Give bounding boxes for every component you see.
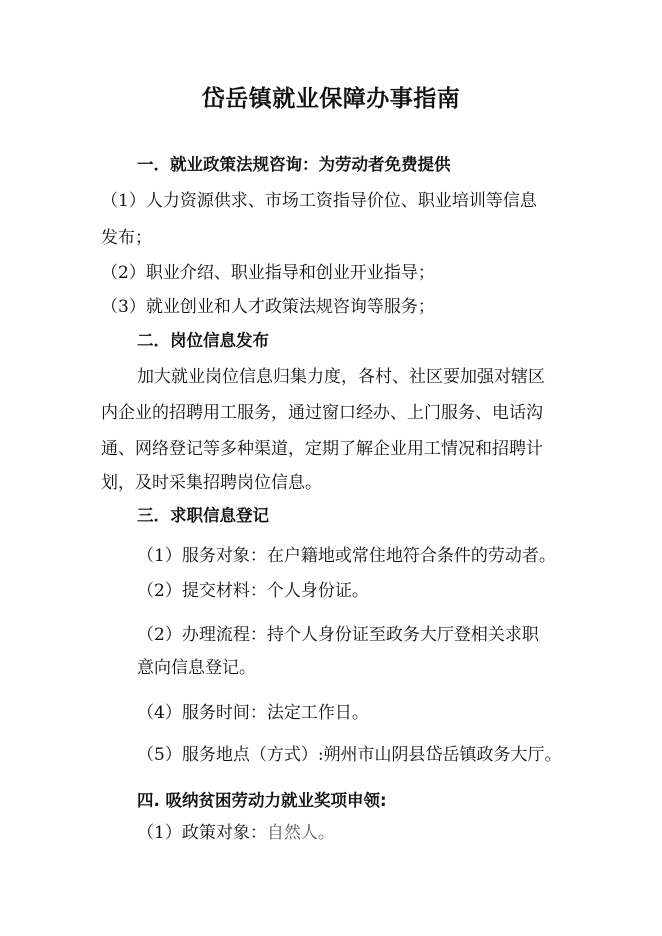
section-1-item-1-line-1: （1）人力资源供求、市场工资指导价位、职业培训等信息 xyxy=(101,191,537,211)
section-3-item-2: （2）提交材料：个人身份证。 xyxy=(137,581,369,601)
page-title: 岱岳镇就业保障办事指南 xyxy=(201,86,461,112)
section-1-item-2: （2）职业介绍、职业指导和创业开业指导； xyxy=(101,263,435,283)
section-1-item-3: （3）就业创业和人才政策法规咨询等服务； xyxy=(101,297,435,317)
section-2-paragraph-line-1: 加大就业岗位信息归集力度，各村、社区要加强对辖区 xyxy=(137,367,545,387)
section-2-paragraph-line-2: 内企业的招聘用工服务，通过窗口经办、上门服务、电话沟 xyxy=(101,403,543,423)
section-1-heading: 一．就业政策法规咨询：为劳动者免费提供 xyxy=(137,155,451,174)
section-4-item-1 xyxy=(137,821,335,845)
section-3-item-4: （4）服务时间：法定工作日。 xyxy=(137,703,369,723)
section-4-item-1-label: （1）政策对象： xyxy=(137,823,267,843)
section-3-item-5: （5）服务地点（方式）:朔州市山阴县岱岳镇政务大厅。 xyxy=(137,745,562,765)
section-2-paragraph-line-3: 通、网络登记等多种渠道，定期了解企业用工情况和招聘计 xyxy=(101,439,543,459)
section-2-paragraph-line-4: 划，及时采集招聘岗位信息。 xyxy=(101,473,322,493)
section-3-item-1: （1）服务对象：在户籍地或常住地符合条件的劳动者。 xyxy=(137,546,556,566)
section-3-heading: 三．求职信息登记 xyxy=(137,506,269,525)
section-4-item-1-value: 自然人。 xyxy=(266,823,335,843)
section-4-heading: 四. 吸纳贫困劳动力就业奖项申领: xyxy=(137,791,387,810)
section-2-heading: 二．岗位信息发布 xyxy=(137,331,269,350)
section-1-item-1-line-2: 发布； xyxy=(101,228,152,248)
section-3-item-3-line-1: （2）办理流程：持个人身份证至政务大厅登相关求职 xyxy=(137,625,539,645)
section-3-item-3-line-2: 意向信息登记。 xyxy=(137,658,256,678)
